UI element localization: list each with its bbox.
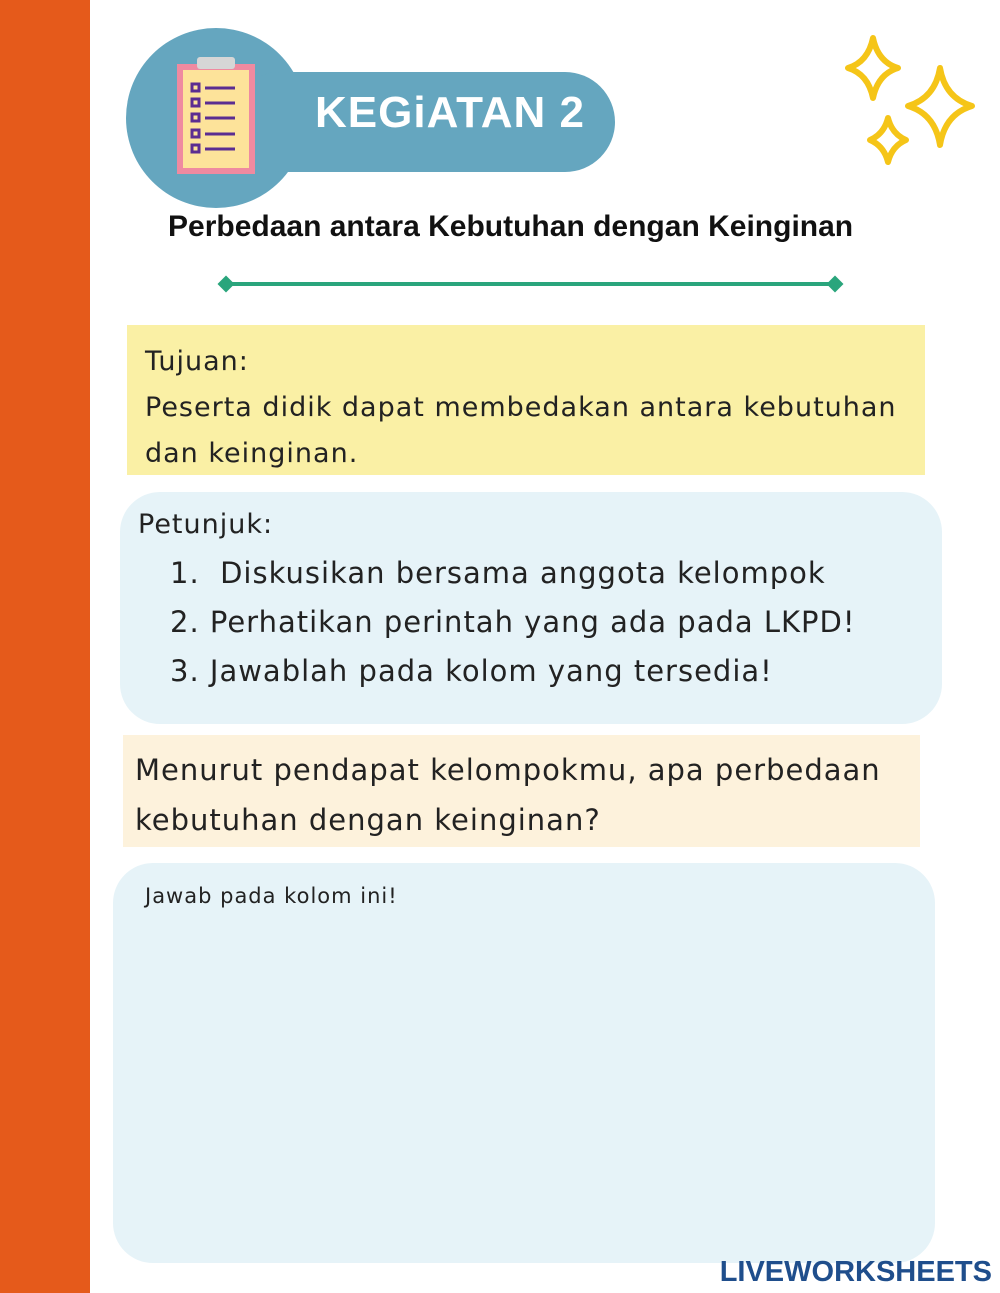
answer-placeholder: Jawab pada kolom ini! (145, 884, 398, 908)
divider-end-right (827, 276, 844, 293)
divider (226, 282, 836, 286)
activity-title: KEGiATAN 2 (315, 88, 585, 137)
divider-end-left (218, 276, 235, 293)
answer-field[interactable] (113, 863, 935, 1263)
objective-label: Tujuan: (145, 346, 249, 377)
instructions-box (120, 492, 942, 724)
sidebar-stripe (0, 0, 90, 1293)
instructions-list (138, 549, 924, 696)
liveworksheets-logo: LIVEWORKSHEETS (719, 1256, 992, 1288)
subtitle: Perbedaan antara Kebutuhan dengan Keinginan (168, 210, 854, 243)
clipboard-icon (175, 52, 260, 177)
instruction-item: 3. Jawablah pada kolom yang tersedia! (170, 654, 773, 688)
question-box: Menurut pendapat kelompokmu, apa perbedaan kebutuhan dengan keinginan? (123, 735, 920, 847)
objective-box (127, 325, 925, 475)
sparkles-icon (840, 30, 980, 170)
instruction-item: 1. Diskusikan bersama anggota kelompok (170, 556, 826, 590)
objective-text: Peserta didik dapat membedakan antara kebutuhan dan keinginan. (145, 392, 897, 469)
instruction-item: 2. Perhatikan perintah yang ada pada LKPD! (170, 605, 856, 639)
instructions-label: Petunjuk: (138, 509, 274, 540)
